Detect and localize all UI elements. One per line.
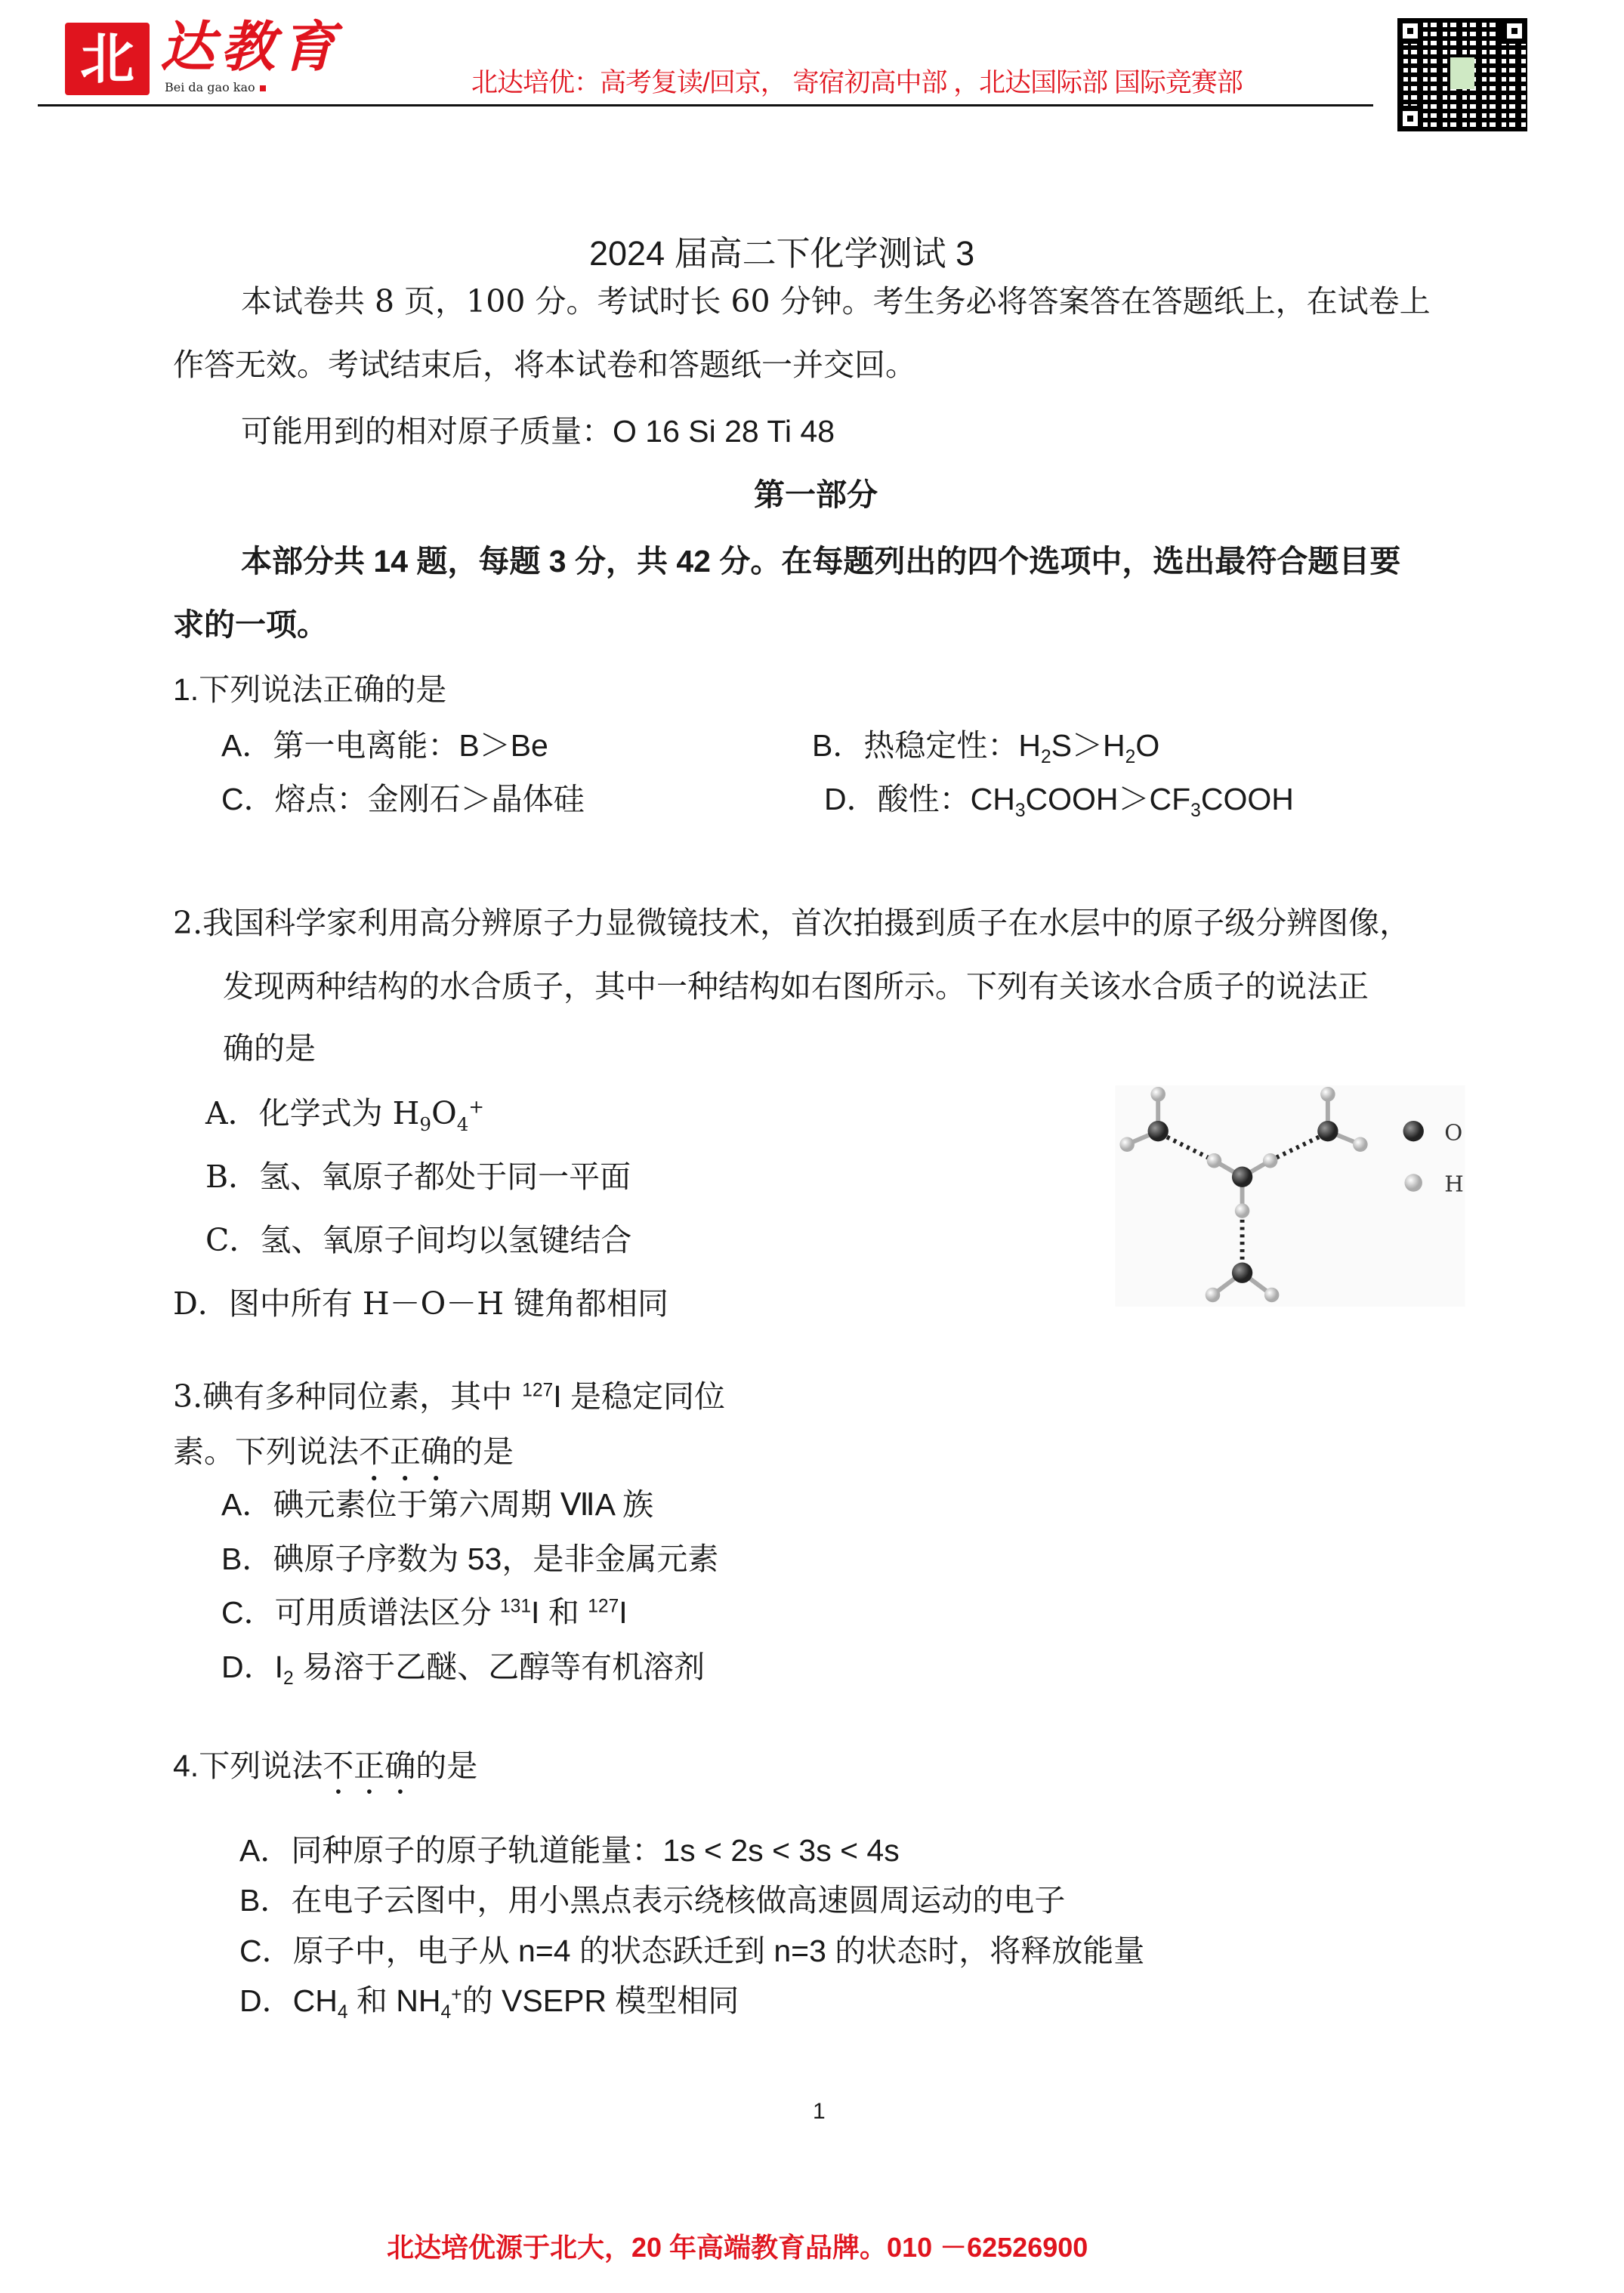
option-c: C．原子中，电子从 n=4 的状态跃迁到 n=3 的状态时，将释放能量: [239, 1933, 1145, 1968]
legend-hydrogen-icon: [1404, 1174, 1422, 1191]
option-b: B．热稳定性：$H_2S>H_2O$: [812, 728, 1160, 768]
option-a: A．碘元素位于第六周期 ⅦA 族: [221, 1487, 654, 1522]
part-description: 求的一项。: [173, 607, 328, 642]
atomic-masses: 可能用到的相对原子质量：O 16 Si 28 Ti 48: [241, 414, 835, 449]
option-a: A．同种原子的原子轨道能量：1s < 2s < 3s < 4s: [239, 1833, 900, 1868]
option-b: B．在电子云图中，用小黑点表示绕核做高速圆周运动的电子: [239, 1883, 1066, 1918]
option-b: B．氢、氧原子都处于同一平面: [205, 1159, 631, 1195]
logo-text: 达教育: [160, 14, 342, 79]
qr-code-icon: [1397, 18, 1527, 131]
intro-line: 本试卷共 8 页，100 分。考试时长 60 分钟。考生务必将答案答在答题纸上，在试卷上: [241, 283, 1431, 319]
question-stem: 2.我国科学家利用高分辨原子力显微镜技术，首次拍摄到质子在水层中的原子级分辨图像，: [173, 905, 1411, 941]
footer-text: 北达培优源于北大，20 年高端教育品牌。010 －62526900: [387, 2232, 1088, 2263]
legend-h-label: H: [1444, 1171, 1464, 1197]
option-d: D．$CH_4$ 和 $NH_4^+$的 VSEPR 模型相同: [239, 1983, 739, 2023]
option-c: C．可用质谱法区分 $^{131}$I 和 $^{127}$I: [221, 1595, 628, 1630]
option-a: A．第一电离能：B＞Be: [221, 728, 548, 763]
option-d: D．$I_2$ 易溶于乙醚、乙醇等有机溶剂: [221, 1650, 705, 1690]
logo-subtitle: Bei da gao kao: [165, 80, 266, 95]
question-stem: 4.下列说法不正确的是: [173, 1748, 478, 1783]
option-d: D．图中所有 H－O－H 键角都相同: [173, 1285, 669, 1322]
question-stem: 确的是: [223, 1030, 316, 1066]
question-stem: 3.碘有多种同位素，其中 $^{127}$I 是稳定同位: [173, 1378, 725, 1415]
option-a: A．化学式为 $H_9O_4^+$: [205, 1095, 484, 1136]
question-stem: 素。下列说法不正确的是: [173, 1434, 514, 1470]
part-description: 本部分共 14 题，每题 3 分，共 42 分。在每题列出的四个选项中，选出最符合题目要: [241, 544, 1401, 579]
legend-oxygen-icon: [1403, 1121, 1424, 1141]
legend-o-label: O: [1444, 1119, 1463, 1146]
question-stem: 发现两种结构的水合质子，其中一种结构如右图所示。下列有关该水合质子的说法正: [223, 968, 1369, 1005]
hydrated-proton-diagram: [1101, 1078, 1484, 1322]
option-c: C．熔点：金刚石＞晶体硅: [221, 782, 585, 816]
header-slogan: 北达培优：高考复读/回京， 寄宿初高中部 ，北达国际部 国际竞赛部: [471, 68, 1243, 97]
header-divider: [38, 104, 1373, 106]
page-title: 2024 届高二下化学测试 3: [589, 234, 975, 273]
part-title: 第一部分: [754, 477, 878, 512]
option-d: D．酸性：$CH_3COOH>CF_3COOH$: [824, 782, 1294, 822]
question-stem: 1.下列说法正确的是: [173, 672, 447, 707]
option-b: B．碘原子序数为 53，是非金属元素: [221, 1542, 719, 1576]
logo-mark: 北: [65, 23, 150, 95]
option-c: C．氢、氧原子间均以氢键结合: [205, 1222, 632, 1258]
intro-line: 作答无效。考试结束后，将本试卷和答题纸一并交回。: [173, 347, 916, 383]
page-number: 1: [813, 2099, 826, 2124]
